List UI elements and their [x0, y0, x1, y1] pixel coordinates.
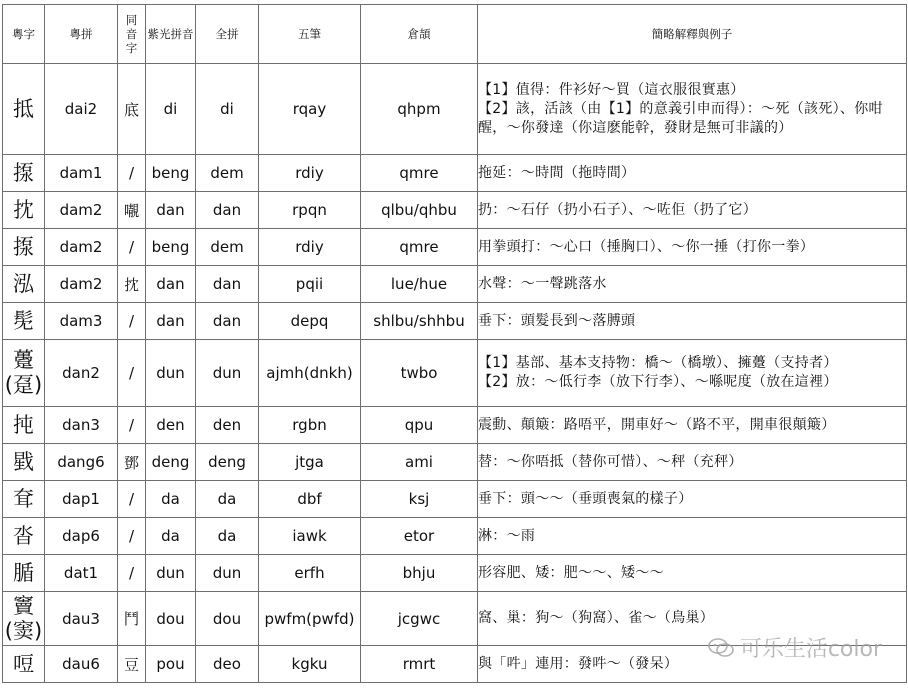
table-row — [3, 592, 907, 646]
cell-description — [478, 303, 907, 340]
description-line: 【1】基部、基本支持物：橋～（橋墩）、擁躉（支持者） — [478, 355, 838, 371]
cell-jyutping: dat1 — [45, 555, 118, 592]
cell-cangjie: qpu — [361, 407, 478, 444]
cell-character: 泓 — [3, 266, 45, 303]
cell-same-sound: / — [118, 518, 146, 555]
cell-character: 耷 — [3, 481, 45, 518]
cell-cangjie: qmre — [361, 229, 478, 266]
table-row — [3, 444, 907, 481]
cell-character: 竇(窦) — [3, 592, 45, 646]
cell-pinyin: dem — [196, 155, 259, 192]
cell-wubi: pqii — [259, 266, 361, 303]
cell-wubi: pwfm(pwfd) — [259, 592, 361, 646]
description-line: 與「吽」連用：發吽～（發呆） — [478, 655, 679, 672]
cell-character: 抵 — [3, 64, 45, 155]
cell-character: 抌 — [3, 192, 45, 229]
description-line: 用拳頭打：～心口（捶胸口）、～你一捶（打你一拳） — [478, 238, 815, 255]
cell-jyutping: dap6 — [45, 518, 118, 555]
description-line: 替：～你唔抵（替你可惜）、～秤（充秤） — [478, 453, 743, 470]
cell-jyutping: dau3 — [45, 592, 118, 646]
cell-zigwong: dun — [146, 555, 196, 592]
col-header-jyutzi: 粵字 — [3, 5, 45, 64]
cell-pinyin: da — [196, 518, 259, 555]
cell-same-sound: / — [118, 555, 146, 592]
cell-pinyin: dun — [196, 340, 259, 407]
description-line: 拖延：～時間（拖時間） — [478, 164, 636, 181]
description-line: 扔：～石仔（扔小石子）、～咗佢（扔了它） — [478, 201, 757, 218]
cell-pinyin: dan — [196, 192, 259, 229]
table-row — [3, 340, 907, 407]
cell-description — [478, 407, 907, 444]
cell-zigwong: beng — [146, 229, 196, 266]
cell-same-sound: 𡃁 — [118, 192, 146, 229]
cell-same-sound: / — [118, 229, 146, 266]
table-row — [3, 481, 907, 518]
cell-pinyin: dun — [196, 555, 259, 592]
cell-jyutping: dam3 — [45, 303, 118, 340]
cell-character: 沓 — [3, 518, 45, 555]
description-line: 垂下：頭髮長到～落膊頭 — [478, 312, 636, 329]
description-line: 垂下：頭～～（垂頭喪氣的樣子） — [478, 490, 693, 507]
cell-description — [478, 555, 907, 592]
table-row — [3, 229, 907, 266]
cell-character: 躉(趸) — [3, 340, 45, 407]
cell-zigwong: da — [146, 518, 196, 555]
cell-same-sound: 抌 — [118, 266, 146, 303]
cell-jyutping: dai2 — [45, 64, 118, 155]
col-header-jyutping: 粵拼 — [45, 5, 118, 64]
table-row — [3, 266, 907, 303]
table-row — [3, 155, 907, 192]
cell-description — [478, 64, 907, 155]
cell-zigwong: dun — [146, 340, 196, 407]
cell-pinyin: dou — [196, 592, 259, 646]
cell-zigwong: dan — [146, 192, 196, 229]
cell-wubi: dbf — [259, 481, 361, 518]
cell-jyutping: dam2 — [45, 229, 118, 266]
cell-cangjie: ami — [361, 444, 478, 481]
cell-character: 哣 — [3, 646, 45, 683]
cell-zigwong: di — [146, 64, 196, 155]
cell-same-sound: / — [118, 155, 146, 192]
cell-wubi: jtga — [259, 444, 361, 481]
table-row — [3, 646, 907, 683]
cell-same-sound: / — [118, 407, 146, 444]
cell-character: 髧 — [3, 303, 45, 340]
same-sound-label: 同音字 — [125, 13, 138, 55]
watermark-text: 可乐生活color — [739, 637, 882, 662]
cell-cangjie: qlbu/qhbu — [361, 192, 478, 229]
cell-cangjie: etor — [361, 518, 478, 555]
table-row — [3, 64, 907, 155]
cell-cangjie: shlbu/shhbu — [361, 303, 478, 340]
cell-zigwong: da — [146, 481, 196, 518]
cell-same-sound: 鄧 — [118, 444, 146, 481]
cell-jyutping: dam1 — [45, 155, 118, 192]
table-row — [3, 303, 907, 340]
cell-same-sound: / — [118, 340, 146, 407]
cell-wubi: erfh — [259, 555, 361, 592]
header-row — [3, 5, 907, 64]
cell-description — [478, 340, 907, 407]
cell-wubi: rdiy — [259, 155, 361, 192]
cell-character: 揼 — [3, 155, 45, 192]
cell-jyutping: dau6 — [45, 646, 118, 683]
cell-zigwong: dou — [146, 592, 196, 646]
cell-zigwong: dan — [146, 303, 196, 340]
cell-pinyin: deng — [196, 444, 259, 481]
description-line: 【2】該，活該（由【1】的意義引申而得）：～死（該死）、你咁醒，～你發達（你這麽能幹，發財是無可非議的） — [478, 100, 883, 136]
col-header-description: 簡略解釋與例子 — [478, 5, 907, 64]
description-line: 水聲：～一聲跳落水 — [478, 275, 607, 292]
cell-same-sound: / — [118, 481, 146, 518]
col-header-same-sound — [118, 5, 146, 64]
cell-same-sound: 豆 — [118, 646, 146, 683]
cell-zigwong: dan — [146, 266, 196, 303]
cell-jyutping: dap1 — [45, 481, 118, 518]
cell-description — [478, 481, 907, 518]
table-body — [3, 64, 907, 683]
cell-jyutping: dam2 — [45, 192, 118, 229]
cell-wubi: rgbn — [259, 407, 361, 444]
cell-wubi: ajmh(dnkh) — [259, 340, 361, 407]
cell-same-sound: 底 — [118, 64, 146, 155]
cell-zigwong: beng — [146, 155, 196, 192]
cell-description — [478, 518, 907, 555]
table-row — [3, 192, 907, 229]
cell-zigwong: den — [146, 407, 196, 444]
cell-cangjie: twbo — [361, 340, 478, 407]
cell-jyutping: dan3 — [45, 407, 118, 444]
cell-description — [478, 266, 907, 303]
cell-same-sound: 鬥 — [118, 592, 146, 646]
cell-description — [478, 444, 907, 481]
cell-pinyin: dan — [196, 266, 259, 303]
cell-description — [478, 192, 907, 229]
table-row — [3, 555, 907, 592]
cell-pinyin: deo — [196, 646, 259, 683]
cell-jyutping: dam2 — [45, 266, 118, 303]
cell-description — [478, 646, 907, 683]
cell-jyutping: dan2 — [45, 340, 118, 407]
cell-character: 腯 — [3, 555, 45, 592]
cell-character: 戥 — [3, 444, 45, 481]
description-line: 形容肥、矮：肥～～、矮～～ — [478, 564, 664, 581]
cell-wubi: depq — [259, 303, 361, 340]
col-header-pinyin: 全拼 — [196, 5, 259, 64]
cell-pinyin: dan — [196, 303, 259, 340]
col-header-cangjie: 倉頡 — [361, 5, 478, 64]
cell-character: 揼 — [3, 229, 45, 266]
cell-wubi: kgku — [259, 646, 361, 683]
table-row — [3, 518, 907, 555]
cell-pinyin: di — [196, 64, 259, 155]
table-row — [3, 407, 907, 444]
cell-zigwong: deng — [146, 444, 196, 481]
cell-pinyin: da — [196, 481, 259, 518]
cell-pinyin: den — [196, 407, 259, 444]
cell-cangjie: bhju — [361, 555, 478, 592]
description-line: 淋：～雨 — [478, 527, 536, 544]
cell-character: 扽 — [3, 407, 45, 444]
description-line: 【1】值得：件衫好～買（這衣服很實惠） — [478, 81, 745, 98]
description-line: 【2】放：～低行李（放下行李）、～喺呢度（放在這裡） — [478, 374, 838, 390]
cell-zigwong: pou — [146, 646, 196, 683]
cell-description — [478, 155, 907, 192]
description-line: 震動、顛簸：路唔平，開車好～（路不平，開車很顛簸） — [478, 416, 836, 433]
col-header-wubi: 五筆 — [259, 5, 361, 64]
cell-cangjie: lue/hue — [361, 266, 478, 303]
cell-wubi: rpqn — [259, 192, 361, 229]
col-header-zigwong — [146, 5, 196, 64]
cell-wubi: iawk — [259, 518, 361, 555]
dictionary-table — [2, 4, 907, 683]
cell-wubi: rdiy — [259, 229, 361, 266]
cell-description — [478, 592, 907, 646]
cell-cangjie: jcgwc — [361, 592, 478, 646]
cell-pinyin: dem — [196, 229, 259, 266]
cell-cangjie: qmre — [361, 155, 478, 192]
cell-cangjie: rmrt — [361, 646, 478, 683]
cell-same-sound: / — [118, 303, 146, 340]
cell-jyutping: dang6 — [45, 444, 118, 481]
cell-cangjie: qhpm — [361, 64, 478, 155]
cell-cangjie: ksj — [361, 481, 478, 518]
cell-description — [478, 229, 907, 266]
cell-wubi: rqay — [259, 64, 361, 155]
description-line: 窩、巢：狗～（狗窩）、雀～（鳥巢） — [478, 610, 715, 626]
zigwong-label: 紫光拼音 — [147, 27, 194, 41]
